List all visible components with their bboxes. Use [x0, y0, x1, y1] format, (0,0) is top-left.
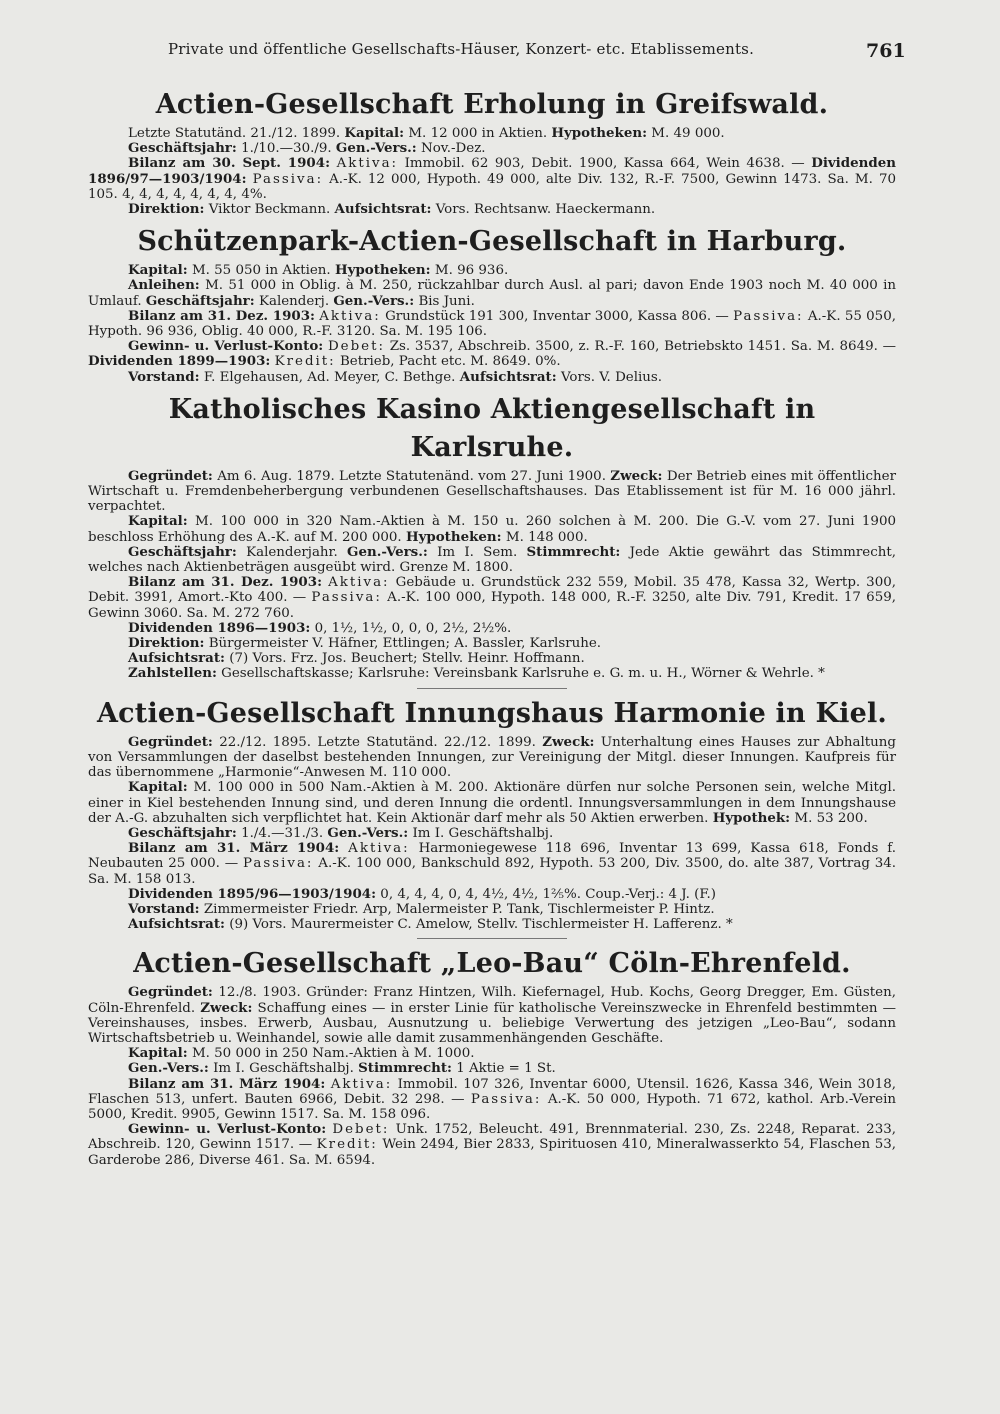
field-label: Geschäftsjahr: — [128, 140, 237, 157]
field-value: Kalenderjahr. — [246, 544, 338, 560]
field-label: Zweck: — [542, 733, 595, 750]
field-label: Vorstand: — [128, 900, 200, 917]
field-label: Zweck: — [200, 999, 253, 1016]
field-label: Kapital: — [128, 513, 188, 530]
spaced-label: Debet: — [327, 339, 385, 355]
field-label: Bilanz am 31. Dez. 1903: — [128, 574, 323, 591]
entry-paragraph — [88, 370, 896, 385]
company-entry — [88, 223, 896, 385]
entry-paragraph — [88, 902, 896, 917]
field-label: Geschäftsjahr: — [128, 543, 237, 560]
field-label: Anleihen: — [128, 277, 200, 294]
entry-paragraph — [88, 666, 896, 681]
field-label: Gewinn- u. Verlust-Konto: — [128, 1121, 327, 1138]
spaced-label: Aktiva: — [330, 1076, 393, 1092]
entry-paragraph — [88, 156, 896, 202]
field-value: F. Elgehausen, Ad. Meyer, C. Bethge. — [203, 369, 456, 385]
field-value: Wein 2494, Bier 2833, Spirituosen 410, Mineralwasserkto 54, Flaschen 53, Garderobe 286, Diverse 461. Sa. M. 6594. — [88, 1137, 897, 1168]
field-value: M. 50 000 in 250 Nam.-Aktien à M. 1000. — [191, 1046, 475, 1062]
company-entry — [88, 86, 896, 217]
field-label: Bilanz am 31. März 1904: — [128, 840, 340, 857]
entry-paragraph — [88, 339, 896, 369]
field-value: M. 55 050 in Aktien. — [191, 263, 331, 279]
field-value: Vors. Rechtsanw. Haeckermann. — [435, 202, 656, 218]
page-number: 761 — [866, 40, 906, 62]
company-title: Actien-Gesellschaft Erholung in Greifswald. — [155, 89, 829, 120]
entry-paragraph — [88, 841, 896, 887]
field-label: Gen.-Vers.: — [333, 292, 415, 309]
field-value: 1./10.—30./9. — [241, 141, 332, 157]
spaced-label: Passiva: — [242, 856, 314, 872]
spaced-label: Passiva: — [733, 308, 804, 324]
spaced-label: Debet: — [332, 1122, 390, 1138]
entry-paragraph — [88, 514, 896, 544]
spaced-label: Aktiva: — [336, 156, 399, 172]
spaced-label: Aktiva: — [348, 841, 410, 857]
spaced-label: Aktiva: — [319, 308, 381, 324]
field-label: Direktion: — [128, 635, 205, 652]
field-value: (7) Vors. Frz. Jos. Beuchert; Stellv. Heinr. Hoffmann. — [229, 651, 585, 667]
field-label: Gen.-Vers.: — [327, 824, 409, 841]
field-label: Aufsichtsrat: — [128, 650, 225, 667]
field-value: (9) Vors. Maurermeister C. Amelow, Stellv. Tischlermeister H. Lafferenz. * — [229, 917, 733, 933]
entry-paragraph — [88, 278, 896, 308]
field-label: Gegründet: — [128, 984, 213, 1001]
field-label: Gen.-Vers.: — [335, 140, 417, 157]
page-header — [0, 40, 1000, 70]
field-value: M. 100 000 in 500 Nam.-Aktien à M. 200. Aktionäre dürfen nur solche Personen sein, welche Mitgl. einer in Kiel bestehenden Innung sind, und deren Innung die ordentl. Innungsversammlungen in dem Innungshause der A.-G. abzuhalten sich verpflichtet hat. Kein Aktionär darf mehr als 50 Aktien erwerben. — [88, 780, 896, 826]
entry-paragraph — [88, 1046, 896, 1061]
field-value: A.-K. 50 000, Hypoth. 71 672, kathol. Arb.-Verein 5000, Kredit. 9905, Gewinn 1517. Sa. M. 158 096. — [88, 1091, 896, 1122]
field-value: 0%. — [535, 354, 561, 370]
field-value: Immobil. 62 903, Debit. 1900, Kassa 664, Wein 4638. — — [404, 156, 805, 172]
field-label: Dividenden 1895/96—1903/1904: — [128, 885, 377, 902]
company-entry — [88, 391, 896, 689]
field-label: Aufsichtsrat: — [334, 201, 432, 218]
company-title: Katholisches Kasino Aktiengesellschaft in Karlsruhe. — [168, 393, 816, 463]
running-title: Private und öffentliche Gesellschafts-Häuser, Konzert- etc. Etablissements. — [168, 40, 755, 58]
field-label: Vorstand: — [128, 368, 200, 385]
field-value: M. 96 936. — [434, 263, 509, 279]
entry-paragraph — [88, 309, 896, 339]
field-value: 12./8. 1903. Gründer: Franz Hintzen, Wilh. Kiefernagel, Hub. Kochs, Georg Dregger, Em. Güsten, Cöln-Ehrenfeld. — [88, 985, 896, 1016]
field-label: Kapital: — [128, 1045, 188, 1062]
field-label: Bilanz am 31. März 1904: — [128, 1075, 326, 1092]
field-label: Kapital: — [344, 125, 405, 141]
company-title: Actien-Gesellschaft „Leo-Bau“ Cöln-Ehrenfeld. — [133, 948, 851, 980]
field-value: Letzte Statutänd. 21./12. 1899. — [128, 126, 341, 141]
company-title: Actien-Gesellschaft Innungshaus Harmonie in Kiel. — [96, 697, 888, 729]
field-label: Aufsichtsrat: — [128, 916, 225, 933]
company-entry — [88, 695, 896, 940]
field-value: Immobil. 107 326, Inventar 6000, Utensil. 1626, Kassa 346, Wein 3018, Flaschen 513, unfert. Bauten 6966, Debit. 32 298. — — [88, 1076, 896, 1107]
field-label: Gen.-Vers.: — [347, 543, 428, 560]
field-value: Betrieb, Pacht etc. M. 8649. — [339, 354, 531, 370]
field-label: Gegründet: — [128, 733, 213, 750]
field-label: Geschäftsjahr: — [128, 824, 237, 841]
entry-paragraph — [88, 126, 896, 141]
field-value: A.-K. 12 000, Hypoth. 49 000, alte Div. 132, R.-F. 7500, Gewinn 1473. Sa. M. 70 105. — [88, 171, 896, 202]
section-divider — [417, 688, 567, 689]
field-value: A.-K. 55 050, Hypoth. 96 936, Oblig. 40 000, R.-F. 3120. Sa. M. 195 106. — [88, 308, 896, 340]
entry-paragraph — [88, 985, 896, 1046]
entry-paragraph — [88, 1122, 896, 1168]
entry-paragraph — [88, 887, 896, 902]
field-label: Hypothek: — [712, 809, 791, 826]
field-label: Hypotheken: — [334, 262, 431, 279]
field-label: Zahlstellen: — [128, 665, 217, 682]
field-label: Bilanz am 30. Sept. 1904: — [128, 155, 331, 172]
field-value: 0, 1½, 1½, 0, 0, 0, 2½, 2½%. — [314, 620, 512, 636]
field-value: 0, 4, 4, 4, 0, 4, 4½, 4½, 1⅖%. Coup.-Verj.: 4 J. (F.) — [380, 886, 717, 902]
field-label: Hypotheken: — [551, 125, 648, 141]
entry-paragraph — [88, 651, 896, 666]
field-value: Nov.-Dez. — [421, 141, 486, 157]
field-value: A.-K. 100 000, Bankschuld 892, Hypoth. 53 200, Div. 3500, do. alte 387, Vortrag 34. Sa. M. 158 013. — [88, 856, 897, 887]
field-value: Zs. 3537, Abschreib. 3500, z. R.-F. 160, Betriebskto 1451. Sa. M. 8649. — — [389, 339, 897, 355]
field-value: M. 53 200. — [794, 810, 868, 826]
field-value: M. 12 000 in Aktien. — [408, 126, 548, 141]
field-value: A.-K. 100 000, Hypoth. 148 000, R.-F. 3250, alte Div. 791, Kredit. 17 659, Gewinn 3060. Sa. M. 272 760. — [88, 590, 896, 621]
field-value: Am 6. Aug. 1879. Letzte Statutenänd. vom 27. Juni 1900. — [217, 468, 606, 484]
field-label: Bilanz am 31. Dez. 1903: — [128, 307, 315, 324]
field-value: Bis Juni. — [418, 293, 475, 309]
company-title: Schützenpark-Actien-Gesellschaft in Harburg. — [137, 226, 847, 258]
spaced-label: Passiva: — [311, 590, 382, 606]
entry-paragraph — [88, 780, 896, 826]
field-value: 4, 4, 4, 4, 4, 4, 4, 4%. — [122, 186, 267, 202]
field-value: M. 49 000. — [651, 126, 725, 141]
field-label: Aufsichtsrat: — [459, 368, 557, 385]
entry-paragraph — [88, 1061, 896, 1076]
field-label: Kapital: — [128, 779, 188, 796]
company-entry — [88, 945, 896, 1167]
field-label: Geschäftsjahr: — [145, 292, 255, 309]
spaced-label: Passiva: — [252, 171, 324, 187]
field-value: Jede Aktie gewährt das Stimmrecht, welches nach Aktienbeträgen ausgeübt wird. Grenze M. 1800. — [88, 544, 896, 576]
field-value: Unk. 1752, Beleucht. 491, Brennmaterial. 230, Zs. 2248, Reparat. 233, Abschreib. 120, Gewinn 1517. — — [88, 1122, 896, 1153]
field-label: Gewinn- u. Verlust-Konto: — [128, 338, 324, 355]
field-label: Kapital: — [128, 262, 188, 279]
spaced-label: Kredit: — [316, 1137, 378, 1153]
field-value: Im I. Sem. — [437, 544, 518, 560]
field-value: Im I. Geschäftshalbj. — [412, 825, 554, 841]
field-value: Viktor Beckmann. — [208, 202, 331, 218]
field-value: Gesellschaftskasse; Karlsruhe: Vereinsbank Karlsruhe e. G. m. u. H., Wörner & Wehrle. * — [221, 666, 825, 682]
entry-paragraph — [88, 636, 896, 651]
field-value: Unterhaltung eines Hauses zur Abhaltung von Versammlungen der daselbst bestehenden Innungen, zur Vereinigung der Mitgl. dieser Innungen. Kaufpreis für das übernommene „Harmonie“-Anwesen M. 110 000. — [88, 734, 896, 781]
field-value: M. 148 000. — [505, 529, 588, 545]
field-label: Hypotheken: — [405, 528, 502, 545]
field-value: Harmoniegewese 118 696, Inventar 13 699, Kassa 618, Fonds f. Neubauten 25 000. — — [88, 841, 896, 872]
field-value: Bürgermeister V. Häfner, Ettlingen; A. Bassler, Karlsruhe. — [208, 636, 602, 652]
field-label: Stimmrecht: — [358, 1060, 452, 1077]
entry-paragraph — [88, 826, 896, 841]
entry-paragraph — [88, 575, 896, 621]
entry-paragraph — [88, 263, 896, 278]
field-label: Gegründet: — [128, 467, 213, 484]
entry-paragraph — [88, 735, 896, 781]
entry-paragraph — [88, 141, 896, 156]
field-label: Dividenden 1896/97—1903/1904: — [88, 155, 897, 187]
entry-paragraph — [88, 545, 896, 575]
field-value: Gebäude u. Grundstück 232 559, Mobil. 35 478, Kassa 32, Wertp. 300, Debit. 3991, Amort.-Kto 400. — — [88, 575, 896, 606]
section-divider — [417, 938, 567, 939]
entry-paragraph — [88, 621, 896, 636]
field-label: Direktion: — [128, 201, 205, 218]
field-label: Dividenden 1899—1903: — [88, 353, 271, 370]
entry-paragraph — [88, 1077, 896, 1123]
document-body — [88, 80, 896, 1168]
entry-paragraph — [88, 469, 896, 515]
field-value: M. 51 000 in Oblig. à M. 250, rückzahlbar durch Ausl. al pari; davon Ende 1903 noch M. 40 000 in Umlauf. — [88, 278, 896, 309]
entry-paragraph — [88, 202, 896, 217]
field-label: Stimmrecht: — [526, 543, 621, 560]
field-label: Zweck: — [610, 467, 663, 484]
field-value: Der Betrieb eines mit öffentlicher Wirtschaft u. Fremdenbeherbergung verbundenen Gesellschaftshauses. Das Etablissement ist für M. 16 000 jährl. verpachtet. — [88, 468, 896, 515]
field-value: 1./4.—31./3. — [241, 825, 324, 841]
field-label: Dividenden 1896—1903: — [128, 619, 311, 636]
field-value: Schaffung eines — in erster Linie für katholische Vereinszwecke in Ehrenfeld bestimmten — Vereinshauses, insbes. Erwerb, Ausbau, Ausnutzung u. beliebige Verwertung des jetzigen „Leo-Bau“, sodann Wirtschaftsbetrieb u. Weinhandel, sowie alle damit zusammenhängenden Geschäfte. — [88, 1000, 896, 1046]
field-value: 1 Aktie = 1 St. — [456, 1061, 556, 1077]
spaced-label: Passiva: — [470, 1091, 542, 1107]
entry-paragraph — [88, 917, 896, 932]
spaced-label: Kredit: — [274, 354, 336, 370]
spaced-label: Aktiva: — [328, 575, 390, 591]
field-value: Kalenderj. — [258, 293, 330, 309]
field-value: Vors. V. Delius. — [560, 369, 663, 385]
field-value: 22./12. 1895. Letzte Statutänd. 22./12. 1899. — [219, 734, 536, 750]
field-label: Gen.-Vers.: — [128, 1060, 209, 1077]
field-value: Zimmermeister Friedr. Arp, Malermeister P. Tank, Tischlermeister P. Hintz. — [203, 901, 715, 917]
field-value: Grundstück 191 300, Inventar 3000, Kassa 806. — — [385, 308, 729, 324]
field-value: Im I. Geschäftshalbj. — [213, 1061, 354, 1077]
field-value: M. 100 000 in 320 Nam.-Aktien à M. 150 u. 260 solchen à M. 200. Die G.-V. vom 27. Juni 1900 beschloss Erhöhung des A.-K. auf M. 200 000. — [88, 514, 896, 545]
